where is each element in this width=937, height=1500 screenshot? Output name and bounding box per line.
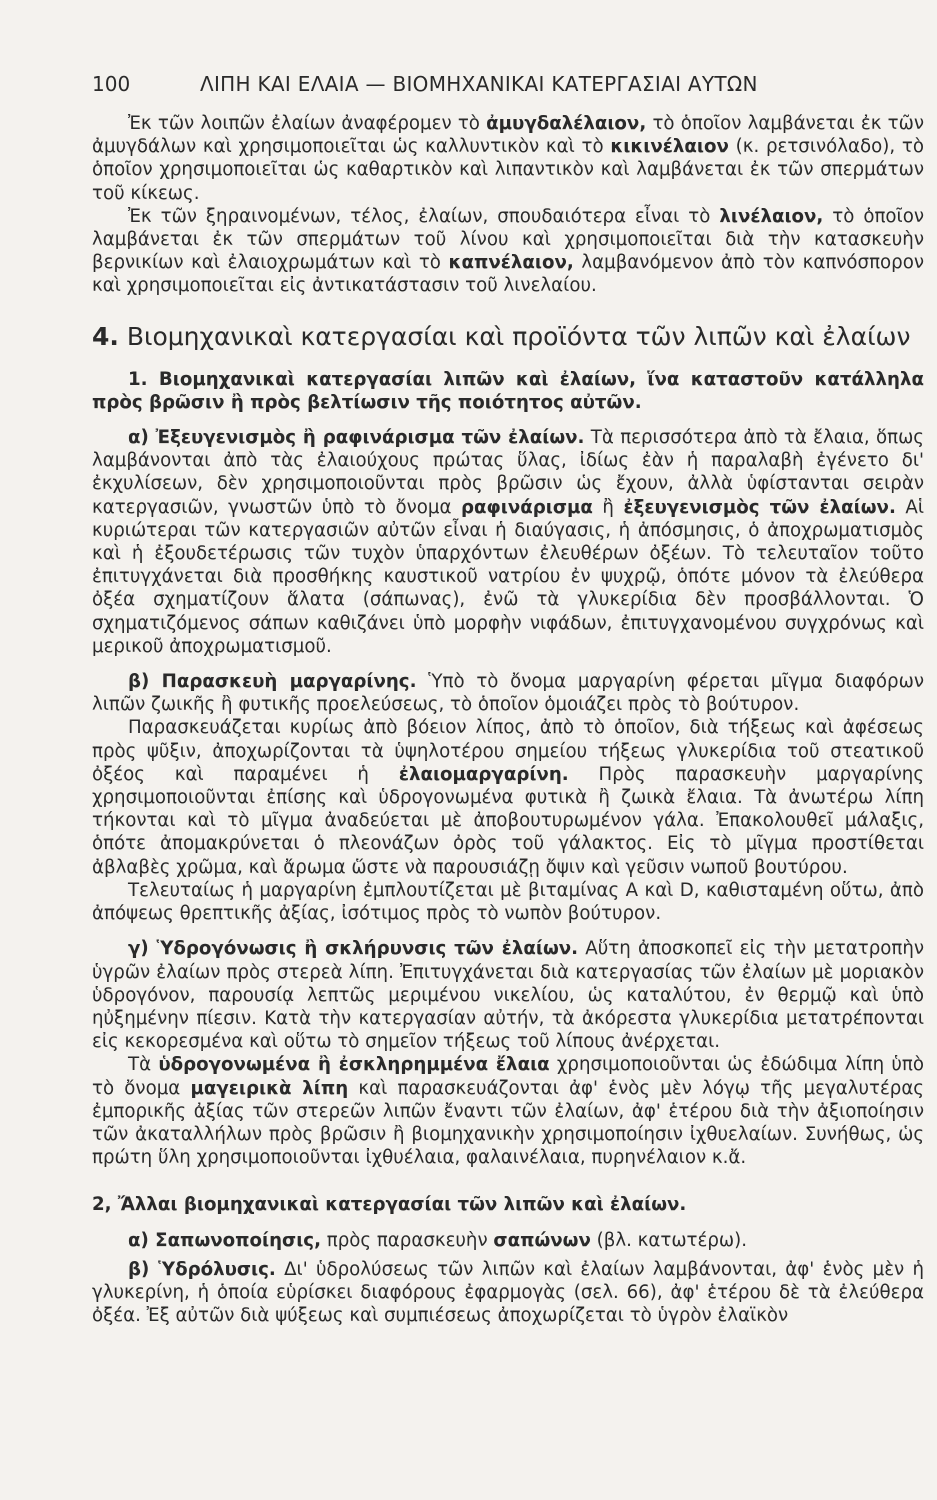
paragraph-margarine-vitamins: Τελευταίως ἡ μαργαρίνη ἐμπλουτίζεται μὲ βιταμίνας A καὶ D, καθισταμένη οὕτω, ἀπὸ ἀπόψεως θρεπτικῆς ἀξίας, ἰσότιμος πρὸς τὸ νωπὸν βούτυρον. [92, 879, 924, 925]
running-title: ΛΙΠΗ ΚΑΙ ΕΛΑΙΑ — ΒΙΟΜΗΧΑΝΙΚΑΙ ΚΑΤΕΡΓΑΣΙΑΙ ΑΥΤΩΝ [200, 72, 758, 96]
label-hydrogenation: γ) Ὑδρογόνωσις ἢ σκλήρυνσις τῶν ἐλαίων. [128, 938, 579, 960]
section-heading: 4. Βιομηχανικαὶ κατεργασίαι καὶ προϊόντα τῶν λιπῶν καὶ ἐλαίων [92, 321, 911, 351]
paragraph-margarine: β) Παρασκευὴ μαργαρίνης. Ὑπὸ τὸ ὄνομα μαργαρίνη φέρεται μῖγμα διαφόρων λιπῶν ζωικῆς ἢ φυτικῆς προελεύσεως, τὸ ὁποῖον ὁμοιάζει πρὸς τὸ βούτυρον. [92, 671, 924, 716]
paragraph-almond-oil: Ἐκ τῶν λοιπῶν ἐλαίων ἀναφέρομεν τὸ ἀμυγδαλέλαιον, τὸ ὁποῖον λαμβάνεται ἐκ τῶν ἀμυγδάλων καὶ χρησιμοποιεῖται ὡς καλλυντικὸν καὶ τὸ κικινέλαιον (κ. ρετσινόλαδο), τὸ ὁποῖον χρησιμοποιεῖται ὡς καθαρτικὸν καὶ λιπαντικὸν καὶ λαμβάνεται ἐκ τῶν σπερμάτων τοῦ κίκεως. [92, 113, 924, 204]
page-number: 100 [92, 72, 131, 96]
book-page [92, 72, 924, 1327]
label-hydrolysis: β) Ὑδρόλυσις. [128, 1258, 276, 1280]
label-saponification: α) Σαπωνοποίησις, [128, 1229, 321, 1251]
term-tobacco-oil: καπνέλαιον, [448, 252, 574, 274]
paragraph-linseed-oil: Ἐκ τῶν ξηραινομένων, τέλος, ἐλαίων, σπουδαιότερα εἶναι τὸ λινέλαιον, τὸ ὁποῖον λαμβάνεται ἐκ τῶν σπερμάτων τοῦ λίνου καὶ χρησιμοποιεῖται διὰ τὴν κατασκευὴν βερνικίων καὶ ἐλαιοχρωμάτων καὶ τὸ καπνέλαιον, λαμβανόμενον ἀπὸ τὸν καπνόσπορον καὶ χρησιμοποιεῖται εἰς ἀντικατάστασιν τοῦ λινελαίου. [92, 205, 924, 297]
subsection-heading-1: 1. Βιομηχανικαὶ κατεργασίαι λιπῶν καὶ ἐλαίων, ἵνα καταστοῦν κατάλληλα πρὸς βρῶσιν ἢ πρὸς βελτίωσιν τῆς ποιότητος αὐτῶν. [92, 368, 924, 413]
paragraph-hydrolysis: β) Ὑδρόλυσις. Δι' ὑδρολύσεως τῶν λιπῶν καὶ ἐλαίων λαμβάνονται, ἀφ' ἑνὸς μὲν ἡ γλυκερίνη, ἡ ὁποία εὑρίσκει διαφόρους ἐφαρμογὰς (σελ. 66), ἀφ' ἑτέρου δὲ τὰ ἐλεύθερα ὀξέα. Ἐξ αὐτῶν διὰ ψύξεως καὶ συμπιέσεως ἀποχωρίζεται τὸ ὑγρὸν ἐλαϊκὸν [92, 1258, 924, 1327]
paragraph-hydrogenated-oils: Τὰ ὑδρογονωμένα ἢ ἐσκληρημμένα ἔλαια χρησιμοποιοῦνται ὡς ἐδώδιμα λίπη ὑπὸ τὸ ὄνομα μαγειρικὰ λίπη καὶ παρασκευάζονται ἀφ' ἑνὸς μὲν λόγῳ τῆς μεγαλυτέρας ἐμπορικῆς ἀξίας τῶν στερεῶν λιπῶν ἔναντι τῶν ἐλαίων, ἀφ' ἑτέρου διὰ τὴν ἀξιοποίησιν τῶν ἀκαταλλήλων πρὸς βρῶσιν ἢ βιομηχανικὴν χρησιμοποίησιν ἰχθυελαίων. Συνήθως, ὡς πρώτη ὕλη χρησιμοποιοῦνται ἰχθυέλαια, φαλαινέλαια, πυρηνέλαιον κ.ἄ. [92, 1054, 924, 1169]
term-linseed-oil: λινέλαιον, [719, 205, 824, 227]
label-margarine: β) Παρασκευὴ μαργαρίνης. [128, 671, 417, 693]
paragraph-refining: α) Ἐξευγενισμὸς ἢ ραφινάρισμα τῶν ἐλαίων. Τὰ περισσότερα ἀπὸ τὰ ἔλαια, ὅπως λαμβάνονται ἀπὸ τὰς ἐλαιούχους πρώτας ὕλας, ἰδίως ἐὰν ἡ παραλαβὴ ἐγένετο δι' ἐκχυλίσεων, δὲν χρησιμοποιοῦνται πρὸς βρῶσιν ὡς ἔχουν, ἀλλὰ ὑφίστανται σειρὰν κατεργασιῶν, γνωστῶν ὑπὸ τὸ ὄνομα ραφινάρισμα ἢ ἐξευγενισμὸς τῶν ἐλαίων. Αἱ κυριώτεραι τῶν κατεργασιῶν αὐτῶν εἶναι ἡ διαύγασις, ἡ ἀπόσμησις, ὁ ἀποχρωματισμὸς καὶ ἡ ἐξουδετέρωσις τῶν τυχὸν ὑπαρχόντων ἐλευθέρων ὀξέων. Τὸ τελευταῖον τοῦτο ἐπιτυγχάνεται διὰ προσθήκης καυστικοῦ νατρίου ἐν ψυχρῷ, ὁπότε μόνον τὰ ἐλεύθερα ὀξέα σχηματίζουν ἅλατα (σάπωνας), ἐνῶ τὰ γλυκερίδια δὲν προσβάλλονται. Ὁ σχηματιζόμενος σάπων καθιζάνει ὑπὸ μορφὴν νιφάδων, ἐπιτυγχανομένου συγχρόνως καὶ μερικοῦ ἀποχρωματισμοῦ. [92, 427, 924, 657]
paragraph-saponification: α) Σαπωνοποίησις, πρὸς παρασκευὴν σαπώνων (βλ. κατωτέρω). [128, 1229, 747, 1251]
term-almond-oil: ἀμυγδαλέλαιον, [486, 113, 647, 134]
page-header [92, 72, 924, 106]
term-castor-oil: κικινέλαιον [610, 136, 729, 158]
label-refining: α) Ἐξευγενισμὸς ἢ ραφινάρισμα τῶν ἐλαίων. [128, 427, 585, 449]
subsection-heading-2: 2, Ἄλλαι βιομηχανικαὶ κατεργασίαι τῶν λιπῶν καὶ ἐλαίων. [92, 1194, 687, 1216]
paragraph-margarine-prep: Παρασκευάζεται κυρίως ἀπὸ βόειον λίπος, ἀπὸ τὸ ὁποῖον, διὰ τήξεως καὶ ἀφέσεως πρὸς ψῦξιν, ἀποχωρίζονται τὰ ὑψηλοτέρου σημείου τήξεως γλυκερίδια τοῦ στεατικοῦ ὀξέος καὶ παραμένει ἡ ἐλαιομαργαρίνη. Πρὸς παρασκευὴν μαργαρίνης χρησιμοποιοῦνται ἐπίσης καὶ ὑδρογονωμένα φυτικὰ ἢ ζωικὰ ἔλαια. Τὰ ἀνωτέρω λίπη τήκονται καὶ τὸ μῖγμα ἀναδεύεται μὲ ἀποβουτυρωμένον γάλα. Ἐπακολουθεῖ μάλαξις, ὁπότε ἀπομακρύνεται ὁ πλεονάζων ὀρὸς τοῦ γάλακτος. Εἰς τὸ μῖγμα προστίθεται ἀβλαβὲς χρῶμα, καὶ ἄρωμα ὥστε νὰ παρουσιάζῃ ὄψιν καὶ γεῦσιν νωποῦ βουτύρου. [92, 717, 925, 878]
paragraph-hydrogenation: γ) Ὑδρογόνωσις ἢ σκλήρυνσις τῶν ἐλαίων. Αὕτη ἀποσκοπεῖ εἰς τὴν μετατροπὴν ὑγρῶν ἐλαίων πρὸς στερεὰ λίπη. Ἐπιτυγχάνεται διὰ κατεργασίας τῶν ἐλαίων μὲ μοριακὸν ὑδρογόνον, παρουσίᾳ λεπτῶς μεριμένου νικελίου, ὡς καταλύτου, ἐν θερμῷ καὶ ὑπὸ ηὐξημένην πίεσιν. Κατὰ τὴν κατεργασίαν αὐτήν, τὰ ἀκόρεστα γλυκερίδια μετατρέπονται εἰς κεκορεσμένα καὶ οὕτω τὸ σημεῖον τήξεως τοῦ λίπους ἀνέρχεται. [92, 938, 925, 1053]
